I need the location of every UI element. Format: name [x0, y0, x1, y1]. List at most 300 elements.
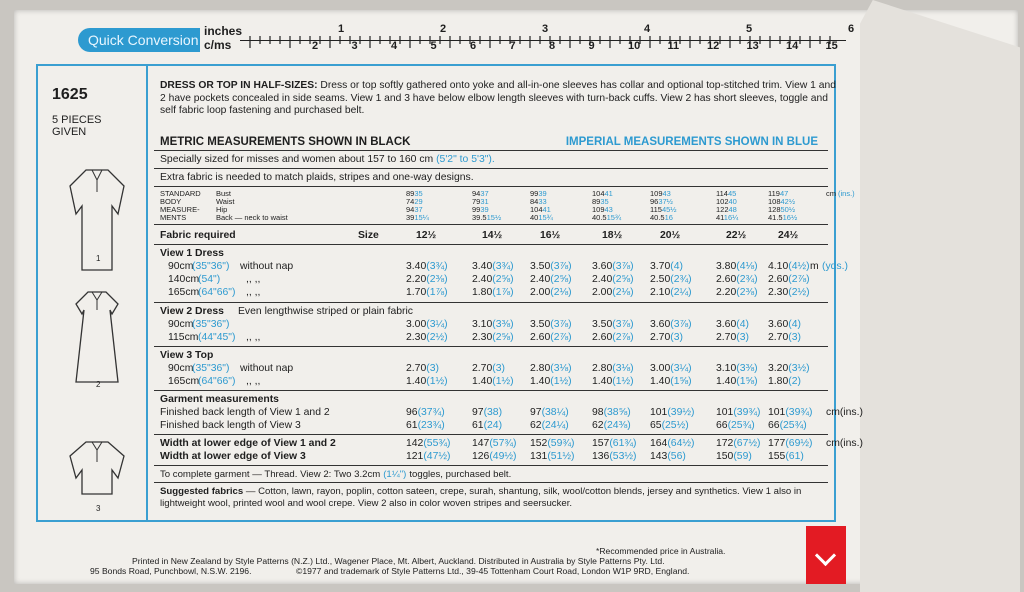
cm-tick-label: 6: [470, 40, 477, 52]
width-cell: [472, 451, 517, 462]
view3-imperial: (2): [788, 376, 801, 387]
view2-metric: 2.60: [530, 332, 551, 343]
size-label: Size: [358, 230, 379, 241]
view1-cell: [650, 261, 683, 272]
view1-cell: [472, 274, 514, 285]
body-measure-metric: 109: [650, 189, 663, 198]
garment-metric: 62: [530, 420, 542, 431]
inch-tick-label: 2: [440, 23, 447, 35]
view2-title: View 2 Dress: [160, 306, 224, 317]
view1-metric: 2.40: [472, 274, 493, 285]
view2-cell: [716, 319, 749, 330]
garment-imperial: (38⅝): [603, 407, 631, 418]
width-cell: [406, 451, 451, 462]
view1-metric: 3.40: [406, 261, 427, 272]
view3-metric: 1.40: [592, 376, 613, 387]
view2-imperial: (3): [736, 332, 749, 343]
body-measure-imperial: 40: [728, 197, 737, 206]
view2-imperial: (3⅞): [612, 319, 634, 330]
body-measure-metric: 128: [768, 205, 781, 214]
suggested-text: — Cotton, lawn, rayon, poplin, cotton sateen, crepe, surah, shantung, silk, wool/cotton blends, jersey and synthetics. View 1 also in lightweight wool, printed wool and wool crepe. View 2 also in color woven stripes and seersucker.: [160, 486, 802, 509]
width-cell: [530, 451, 575, 462]
garment-imperial: (38¼): [541, 407, 569, 418]
width-cell: [472, 438, 517, 449]
view3-title: View 3 Top: [160, 350, 214, 361]
body-measure-metric: 119: [768, 189, 780, 198]
width-imperial: (47½): [423, 451, 451, 462]
view3-imperial: (1⅝): [736, 376, 758, 387]
copyright: ©1977 and trademark of Style Patterns Ltd., 39-45 Tottenham Court Road, London W1P 9RD, England.: [296, 566, 690, 576]
view1-nap: without nap: [240, 261, 294, 272]
view1-metric: 2.60: [716, 274, 737, 285]
view2-cell: [530, 319, 572, 330]
width-cell: [592, 438, 637, 449]
body-measure-imperial: 16: [664, 213, 673, 222]
view1-imperial: (2⅛): [550, 287, 572, 298]
body-measure-metric: 40.5: [650, 213, 665, 222]
view2-cell: [406, 332, 448, 343]
body-measure-metric: 114: [716, 189, 728, 198]
view2-cell: [472, 319, 514, 330]
view1-nap: ,, ,,: [246, 274, 261, 285]
body-measure-metric: 40.5: [592, 213, 607, 222]
view3-cell: [650, 376, 692, 387]
view2-imperial: (3): [788, 332, 801, 343]
cms-label: c/ms: [204, 38, 232, 52]
body-measure-metric: 89: [592, 197, 601, 206]
view3-imperial: (1½): [612, 376, 634, 387]
view1-cell: [592, 261, 634, 272]
view2-width-imperial: (35"36"): [192, 319, 230, 330]
body-measure-imperial: 16½: [782, 213, 798, 222]
view1-metric: 3.40: [472, 261, 493, 272]
view3-imperial: (3⅛): [612, 363, 634, 374]
view1-width-imperial: (64"66"): [198, 287, 236, 298]
sized-imperial: (5'2" to 5'3").: [436, 154, 495, 165]
view2-metric: 3.60: [768, 319, 789, 330]
garment-imperial: (24¼): [541, 420, 569, 431]
body-measure-imperial: 50½: [780, 205, 796, 214]
inch-tick-label: 5: [746, 23, 753, 35]
imperial-header: IMPERIAL MEASUREMENTS SHOWN IN BLUE: [565, 136, 818, 148]
view2-cell: [530, 332, 572, 343]
view1-cell: [406, 261, 448, 272]
cm-tick-label: 2: [312, 40, 319, 52]
cm-tick-label: 12: [707, 40, 720, 52]
garment-metric: 65: [650, 420, 662, 431]
width-imperial: (51½): [547, 451, 575, 462]
view3-metric: 1.40: [716, 376, 737, 387]
view1-imperial: (2⅜): [736, 287, 758, 298]
body-measure-imperial: 33: [538, 197, 547, 206]
view3-imperial: (3⅛): [550, 363, 572, 374]
view3-cell: [768, 376, 801, 387]
view3-imperial: (1⅝): [670, 376, 692, 387]
view1-cell: [472, 261, 514, 272]
view2-title-extra: Even lengthwise striped or plain fabric: [238, 306, 414, 317]
view1-metric: 2.40: [530, 274, 551, 285]
view1-metric: 2.00: [592, 287, 613, 298]
description-text: Dress or top softly gathered onto yoke and all-in-one sleeves has collar and optional top-stitched trim. View 1 and 2 have pockets concealed in side seams. View 1 and 3 have below elbow length sleeves with turn-back cuffs. View 2 has short sleeves, toggle and self fabric loop fastening and purchased belt.: [160, 80, 836, 116]
view1-imperial: (2¾): [736, 274, 758, 285]
body-measure-cell: [530, 214, 553, 222]
view3-label: 3: [96, 504, 101, 513]
pattern-number: 1625: [52, 86, 88, 103]
view1-metric: 2.60: [768, 274, 789, 285]
garment-imperial: (25½): [661, 420, 689, 431]
body-measure-metric: 74: [406, 197, 415, 206]
view3-metric: 3.20: [768, 363, 789, 374]
view3-cell: [472, 376, 514, 387]
garment-metric: 66: [768, 420, 780, 431]
printed-by: Printed in New Zealand by Style Patterns (N.Z.) Ltd., Wagener Place, Mt. Albert, Auckland. Distributed in Australia by Style Patterns Pty. Ltd.: [132, 556, 665, 566]
view2-metric: 2.70: [716, 332, 737, 343]
width-metric: 126: [472, 451, 490, 462]
unit-m: m: [810, 261, 819, 272]
garment-imperial: (25¾): [727, 420, 755, 431]
view1-cell: [406, 274, 448, 285]
view2-metric: 2.70: [768, 332, 789, 343]
cm-tick-label: 5: [430, 40, 437, 52]
view2-width: 90cm: [168, 319, 194, 330]
body-measure-metric: 109: [592, 205, 605, 214]
view2-metric: 2.70: [650, 332, 671, 343]
width-metric: 121: [406, 451, 424, 462]
view1-cell: [530, 261, 572, 272]
body-measure-imperial: 39: [538, 189, 547, 198]
width-cell: [768, 438, 813, 449]
body-measure-imperial: 45½: [661, 205, 677, 214]
body-unit-imperial: (ins.): [838, 189, 855, 198]
garment-metric: 101: [650, 407, 668, 418]
view1-label: 1: [96, 254, 101, 263]
body-measure-imperial: 47: [779, 189, 789, 198]
size-heading: 22½: [726, 230, 747, 241]
view1-metric: 1.80: [472, 287, 493, 298]
view2-imperial: (3¼): [426, 319, 448, 330]
garment-cell: [716, 420, 755, 431]
view3-metric: 1.80: [768, 376, 789, 387]
view2-metric: 3.50: [592, 319, 613, 330]
view3-cell: [406, 376, 448, 387]
body-measure-metric: 89: [406, 189, 415, 198]
body-label-line: MEASURE-: [160, 205, 200, 214]
inch-tick-label: 6: [848, 23, 855, 35]
body-measure-imperial: 16¼: [723, 213, 739, 222]
view2-imperial: (2½): [426, 332, 448, 343]
view3-metric: 1.40: [472, 376, 493, 387]
view3-cell: [530, 376, 572, 387]
garment-cell: [472, 407, 502, 418]
view1-metric: 2.00: [530, 287, 551, 298]
width-metric: 155: [768, 451, 786, 462]
body-measure-imperial: 43: [604, 205, 613, 214]
width-metric: 177: [768, 438, 786, 449]
view3-imperial: (3½): [788, 363, 810, 374]
view2-imperial: (4): [788, 319, 801, 330]
garment-cell: [406, 420, 445, 431]
size-heading: 24½: [778, 230, 799, 241]
width-imperial: (59): [733, 451, 752, 462]
garment-row-label: Finished back length of View 1 and 2: [160, 407, 330, 418]
garment-cell: [650, 407, 695, 418]
garment-imperial: (38): [483, 407, 503, 418]
view2-imperial: (3⅞): [550, 319, 572, 330]
view2-metric: 2.30: [406, 332, 427, 343]
garment-metric: 98: [592, 407, 604, 418]
body-row-name: Hip: [216, 205, 228, 214]
garment-cell: [592, 420, 631, 431]
body-measure-imperial: 42½: [780, 197, 796, 206]
body-measure-cell: [716, 214, 738, 222]
body-label-line: MENTS: [160, 213, 187, 222]
view3-cell: [472, 363, 505, 374]
body-measure-imperial: 39: [480, 205, 489, 214]
body-row-name: Back — neck to waist: [216, 213, 288, 222]
view1-cell: [530, 274, 572, 285]
view1-imperial: (1⅞): [426, 287, 448, 298]
width-imperial: (56): [667, 451, 686, 462]
view3-metric: 2.80: [530, 363, 551, 374]
body-measure-metric: 104: [530, 205, 543, 214]
view1-cell: [716, 274, 758, 285]
width-metric: 136: [592, 451, 610, 462]
view3-width: 90cm: [168, 363, 194, 374]
cm-tick-label: 15: [825, 40, 838, 52]
body-measure-metric: 99: [472, 205, 481, 214]
width-imperial: (59¾): [547, 438, 575, 449]
body-measure-metric: 102: [716, 197, 729, 206]
body-measure-cell: [768, 214, 797, 222]
description-title: DRESS OR TOP IN HALF-SIZES:: [160, 80, 318, 91]
pieces-given: [52, 114, 102, 138]
width-metric: 172: [716, 438, 734, 449]
view2-metric: 3.10: [472, 319, 493, 330]
body-measure-imperial: 35: [600, 197, 609, 206]
width-cell: [592, 451, 637, 462]
view2-nap: ,, ,,: [246, 332, 261, 343]
body-measure-metric: 99: [530, 189, 539, 198]
rule: [154, 346, 828, 347]
body-measure-metric: 41.5: [768, 213, 783, 222]
view2-metric: 3.60: [716, 319, 737, 330]
view3-width-imperial: (35"36"): [192, 363, 230, 374]
sized-text: Specially sized for misses and women about 157 to 160 cm: [160, 154, 434, 165]
view3-imperial: (3): [492, 363, 505, 374]
view1-imperial: (2⅜): [426, 274, 448, 285]
view2-cell: [592, 332, 634, 343]
view3-cell: [768, 363, 810, 374]
width-imperial: (61): [785, 451, 804, 462]
view2-cell: [768, 332, 801, 343]
body-measure-imperial: 48: [728, 205, 737, 214]
width-metric: 131: [530, 451, 548, 462]
size-heading: 12½: [416, 230, 437, 241]
cm-tick-label: 3: [351, 40, 358, 52]
view3-cell: [716, 376, 758, 387]
view1-imperial: (2⅞): [788, 274, 810, 285]
extra-fabric-note: Extra fabric is needed to match plaids, stripes and one-way designs.: [160, 172, 474, 183]
width-metric: 164: [650, 438, 668, 449]
garment-cell: [406, 407, 445, 418]
cm-tick-label: 10: [628, 40, 641, 52]
view1-metric: 1.70: [406, 287, 427, 298]
view3-nap: without nap: [240, 363, 294, 374]
body-measure-imperial: 15¾: [538, 213, 553, 222]
view3-metric: 1.40: [406, 376, 427, 387]
view1-cell: [406, 287, 448, 298]
garment-cell: [472, 420, 502, 431]
body-measure-imperial: 37: [414, 205, 423, 214]
width-cell: [768, 451, 804, 462]
inch-tick-label: 4: [644, 23, 651, 35]
width-imperial: (64½): [667, 438, 695, 449]
view1-nap: ,, ,,: [246, 287, 261, 298]
view3-cell: [530, 363, 572, 374]
body-label-line: STANDARD: [160, 189, 201, 198]
rule: [154, 434, 828, 435]
view1-cell: [768, 261, 810, 272]
width-cell: [650, 451, 686, 462]
view3-imperial: (3⅜): [736, 363, 758, 374]
garment-imperial: (39¾): [785, 407, 813, 418]
view2-cell: [716, 332, 749, 343]
cm-tick-label: 14: [786, 40, 799, 52]
fabric-required-label: Fabric required: [160, 230, 236, 241]
rule: [154, 302, 828, 303]
view2-cell: [650, 319, 692, 330]
view1-imperial: (3⅞): [550, 261, 572, 272]
view2-width-imperial: (44"45"): [198, 332, 236, 343]
view1-imperial: (2⅛): [612, 287, 634, 298]
view3-metric: 1.40: [530, 376, 551, 387]
main-content: [154, 66, 863, 520]
view3-cell: [716, 363, 758, 374]
view2-imperial: (2⅞): [612, 332, 634, 343]
garment-imperial: (24⅜): [603, 420, 631, 431]
view3-width: 165cm: [168, 376, 200, 387]
address: 95 Bonds Road, Punchbowl, N.S.W. 2196.: [90, 566, 252, 576]
body-measure-imperial: 15¾: [606, 213, 622, 222]
view1-width: 165cm: [168, 287, 200, 298]
width-imperial: (69½): [785, 438, 813, 449]
width-metric: 143: [650, 451, 668, 462]
body-measure-metric: 41: [716, 213, 724, 222]
body-measure-imperial: 43: [662, 189, 671, 198]
rule: [154, 482, 828, 483]
body-measure-metric: 39: [406, 213, 415, 222]
metric-header: METRIC MEASUREMENTS SHOWN IN BLACK: [160, 136, 411, 148]
width-metric: 142: [406, 438, 424, 449]
body-measure-cell: [472, 214, 501, 222]
view1-cell: [768, 287, 810, 298]
garment-metric: 101: [768, 407, 786, 418]
view1-imperial: (2¼): [670, 287, 692, 298]
cm-tick-label: 4: [391, 40, 398, 52]
width-metric: 147: [472, 438, 490, 449]
view1-metric: 3.50: [530, 261, 551, 272]
body-measure-metric: 39.5: [472, 213, 487, 222]
body-measure-imperial: 15¼: [414, 213, 429, 222]
view3-cell: [592, 363, 634, 374]
size-heading: 18½: [602, 230, 623, 241]
body-label-line: BODY: [160, 197, 182, 206]
view2-imperial: (2⅝): [492, 332, 514, 343]
view1-cell: [650, 287, 692, 298]
view2-label: 2: [96, 380, 101, 389]
view1-imperial: (3⅞): [612, 261, 634, 272]
body-measure-metric: 84: [530, 197, 539, 206]
inches-label: inches: [204, 24, 243, 38]
view2-width: 115cm: [168, 332, 199, 343]
view1-cell: [472, 287, 514, 298]
garment-cell: [768, 407, 813, 418]
cm-tick-label: 11: [667, 40, 680, 52]
body-measure-imperial: 45: [727, 189, 737, 198]
view1-metric: 2.20: [716, 287, 737, 298]
quick-conversion-label: Quick Conversion: [78, 28, 200, 52]
garment-metric: 96: [406, 407, 418, 418]
body-row-name: Waist: [216, 197, 235, 206]
description: [160, 80, 836, 118]
view3-imperial: (1½): [550, 376, 572, 387]
width-imperial: (49½): [489, 451, 517, 462]
view1-metric: 2.10: [650, 287, 671, 298]
garment-metric: 101: [716, 407, 734, 418]
cm-tick-label: 9: [588, 40, 595, 52]
body-row-name: Bust: [216, 189, 232, 198]
width-metric: 152: [530, 438, 548, 449]
garment-title: Garment measurements: [160, 394, 279, 405]
cm-tick-label: 7: [509, 40, 516, 52]
view3-cell: [592, 376, 634, 387]
rule: [154, 390, 828, 391]
view1-cell: [530, 287, 572, 298]
garment-cell: [716, 407, 761, 418]
rule: [154, 224, 828, 225]
view1-imperial: (4): [670, 261, 683, 272]
view1-metric: 2.30: [768, 287, 789, 298]
view1-cell: [592, 287, 634, 298]
garment-imperial: (39¾): [733, 407, 761, 418]
body-measure-imperial: 35: [414, 189, 423, 198]
view2-dress-icon: [62, 288, 132, 388]
view3-top-icon: [62, 438, 132, 500]
garment-imperial: (39½): [667, 407, 695, 418]
garment-row-label: Finished back length of View 3: [160, 420, 301, 431]
view3-metric: 3.00: [650, 363, 671, 374]
view1-metric: 3.80: [716, 261, 737, 272]
suggested-fabrics: [160, 486, 840, 510]
view1-imperial: (4½): [788, 261, 810, 272]
conversion-ruler: [200, 23, 855, 56]
info-panel: [36, 64, 863, 522]
size-heading: 20½: [660, 230, 681, 241]
view2-imperial: (2⅞): [550, 332, 572, 343]
view2-metric: 2.60: [592, 332, 613, 343]
body-measure-metric: 108: [768, 197, 781, 206]
sidebar: [38, 66, 148, 520]
view1-imperial: (3¾): [426, 261, 448, 272]
body-measure-metric: 40: [530, 213, 539, 222]
view3-imperial: (3): [426, 363, 439, 374]
body-measure-imperial: 41: [542, 205, 551, 214]
body-measure-metric: 79: [472, 197, 481, 206]
view2-imperial: (3): [670, 332, 683, 343]
width-imperial: (67½): [733, 438, 761, 449]
complete-garment: [160, 469, 514, 480]
view1-metric: 3.60: [592, 261, 613, 272]
